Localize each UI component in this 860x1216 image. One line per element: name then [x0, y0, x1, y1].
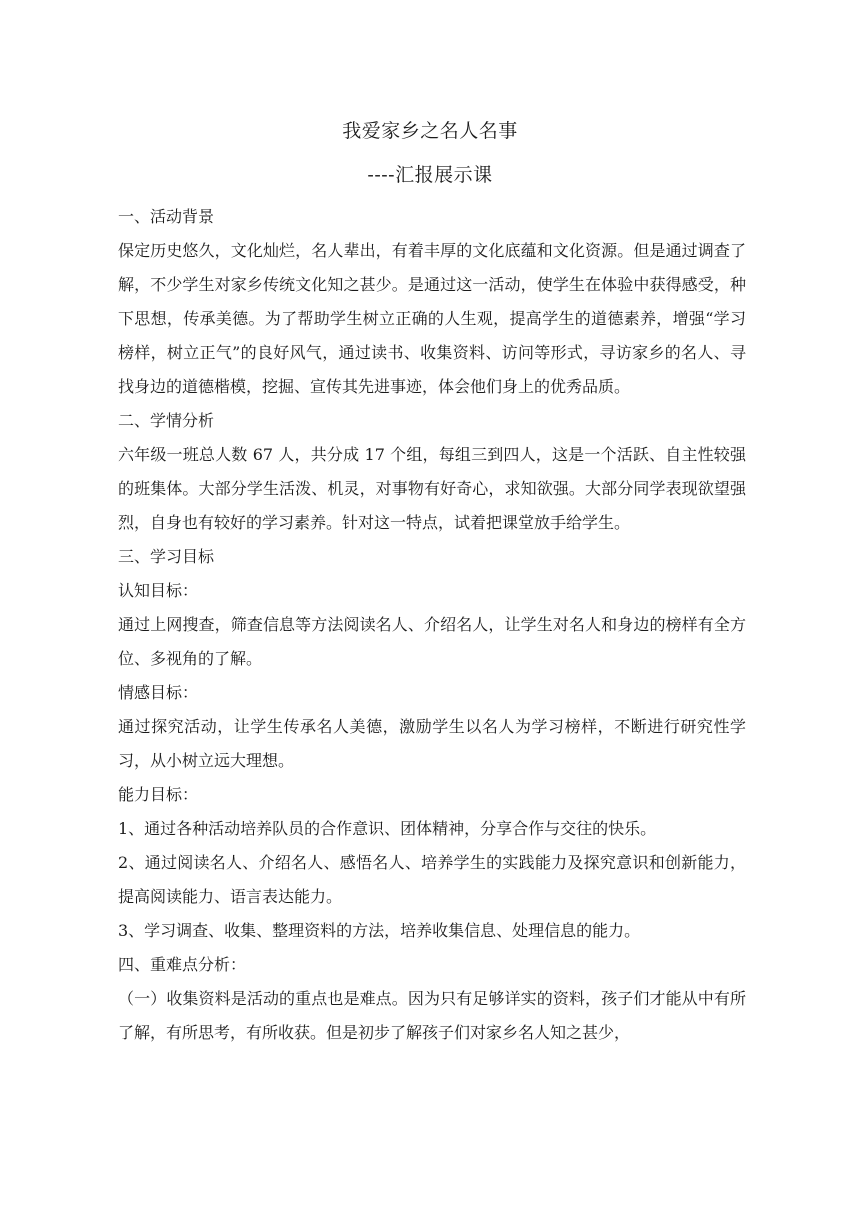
- paragraph: 通过上网搜查，筛查信息等方法阅读名人、介绍名人，让学生对名人和身边的榜样有全方位、多视角的了解。: [118, 615, 746, 668]
- document-title: 我爱家乡之名人名事: [342, 120, 518, 142]
- paragraph: 保定历史悠久，文化灿烂，名人辈出，有着丰厚的文化底蕴和文化资源。但是通过调查了解，不少学生对家乡传统文化知之甚少。是通过这一活动，使学生在体验中获得感受，种下思想，传承美德。为了帮助学生树立正确的人生观，提高学生的道德素养，增强“学习榜样，树立正气”的良好风气，通过读书、收集资料、访问等形式，寻访家乡的名人、寻找身边的道德楷模，挖掘、宣传其先进事迹，体会他们身上的优秀品质。: [118, 241, 746, 396]
- section-heading: 四、重难点分析：: [118, 955, 247, 974]
- list-item: 2、通过阅读名人、介绍名人、感悟名人、培养学生的实践能力及探究意识和创新能力，提高阅读能力、语言表达能力。: [118, 853, 746, 906]
- paragraph: 通过探究活动，让学生传承名人美德，激励学生以名人为学习榜样，不断进行研究性学习，从小树立远大理想。: [118, 717, 746, 770]
- paragraph: （一）收集资料是活动的重点也是难点。因为只有足够详实的资料，孩子们才能从中有所了解，有所思考，有所收获。但是初步了解孩子们对家乡名人知之甚少，: [118, 989, 746, 1042]
- subheading: 认知目标：: [118, 581, 199, 600]
- list-item: 1、通过各种活动培养队员的合作意识、团体精神，分享合作与交往的快乐。: [118, 819, 657, 838]
- section-heading: 一、活动背景: [118, 207, 215, 226]
- document-body: [118, 200, 746, 1050]
- subheading: 情感目标：: [118, 683, 199, 702]
- list-item: 3、学习调查、收集、整理资料的方法，培养收集信息、处理信息的能力。: [118, 921, 641, 940]
- section-heading: 三、学习目标: [118, 547, 215, 566]
- subheading: 能力目标：: [118, 785, 199, 804]
- document-subtitle: ----汇报展示课: [367, 164, 493, 186]
- paragraph: 六年级一班总人数 67 人，共分成 17 个组，每组三到四人，这是一个活跃、自主性较强的班集体。大部分学生活泼、机灵，对事物有好奇心，求知欲强。大部分同学表现欲望强烈，自身也有较好的学习素养。针对这一特点，试着把课堂放手给学生。: [118, 445, 746, 532]
- section-heading: 二、学情分析: [118, 411, 215, 430]
